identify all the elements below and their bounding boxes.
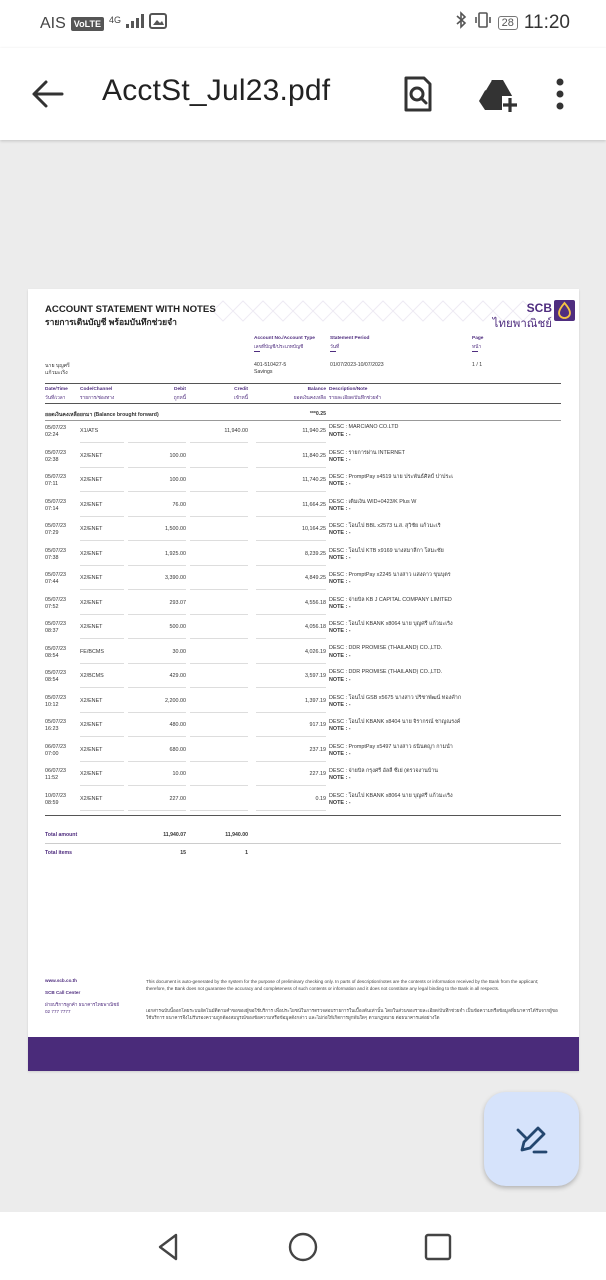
bluetooth-icon — [454, 11, 468, 34]
row-date: 05/07/23 — [45, 645, 66, 652]
row-rule — [128, 785, 186, 786]
row-description: DESC : โอนไป KBANK x8064 นาย บุญศรี แก้วมะเริง — [329, 621, 453, 627]
row-code: X2/ENET — [80, 746, 103, 753]
row-balance: 227.19 — [309, 771, 326, 777]
brought-forward-rule — [45, 420, 561, 421]
row-date: 05/07/23 — [45, 449, 66, 456]
table-header-rule — [45, 403, 561, 404]
row-note: NOTE : - — [329, 432, 351, 438]
totals-rule — [45, 815, 561, 816]
row-rule — [256, 638, 326, 639]
statement-period: 01/07/2023-10/07/2023 — [330, 362, 384, 368]
row-rule — [190, 638, 248, 639]
row-rule — [80, 785, 124, 786]
col-balance-thai: ยอดเงินคงเหลือ — [293, 396, 326, 401]
row-note: NOTE : - — [329, 652, 351, 659]
row-date: 05/07/23 — [45, 694, 66, 701]
table-row — [28, 765, 579, 789]
table-row — [28, 545, 579, 569]
row-date: 05/07/23 — [45, 474, 66, 480]
row-rule — [256, 712, 326, 713]
row-debit: 3,390.00 — [165, 575, 186, 581]
row-time: 07:44 — [45, 579, 59, 585]
row-rule — [80, 540, 124, 541]
row-description: DESC : จ่ายบิล กรุงศรี อัลลี่ ซีเย่ (ตรวจงานบ้าน — [329, 768, 438, 774]
row-rule — [256, 736, 326, 737]
row-rule — [256, 540, 326, 541]
total-items-credit: 1 — [245, 850, 248, 856]
col-credit-thai: เข้าหนี้ — [233, 396, 248, 401]
bank-website[interactable]: www.scb.co.th — [45, 978, 77, 983]
row-description: DESC : โอนไป GSB x5675 นางสาว ปริชาพัฒน์ ทองคำก — [329, 694, 462, 701]
row-rule — [256, 785, 326, 786]
account-no-label: Account No./Account Type — [254, 336, 315, 341]
label-underline — [472, 351, 478, 352]
row-balance: 8,239.25 — [305, 550, 326, 557]
scb-logo — [493, 301, 552, 333]
app-bar — [0, 48, 606, 140]
row-description: DESC : โอนไป BBL x2573 น.ส. สุวิชัย แก้วมะเริ — [329, 523, 441, 529]
row-debit: 30.00 — [172, 648, 186, 655]
row-balance: 237.19 — [309, 746, 326, 753]
row-rule — [190, 663, 248, 664]
volte-badge: VoLTE — [71, 17, 104, 31]
table-row — [28, 447, 579, 471]
row-debit: 680.00 — [169, 746, 186, 753]
disclaimer-thai: เอกสารฉบับนี้ออกโดยระบบอัตโนมัติตามคำขอของผู้ขอใช้บริการ เพื่อประโยชน์ในการตรวจสอบรายการในเบื้องต้นเท่านั้น โดยในส่วนของรายละเอียด/บันทึกช่วยจำ เป็นข้อความหรือข้อมูลที่ธนาคารได้รับจากผู้ขอใช้บริการ ธนาคารจึงไม่รับรองความถูกต้องสมบูรณ์ของข้อความหรือข้อมูลดังกล่าว และไม่ก่อให้เกิดการผูกพันใดๆ ตามกฎหมาย ต่อธนาคารแต่อย่างใด — [146, 1008, 558, 1020]
totals-divider — [45, 843, 561, 844]
row-date: 05/07/23 — [45, 621, 66, 627]
row-date: 05/07/23 — [45, 719, 66, 725]
row-description: DESC : รายการผ่าน INTERNET — [329, 449, 406, 456]
row-rule — [128, 638, 186, 639]
row-description: DESC : PromptPay x2245 นางสาว แสงดาว ขุนบุตร — [329, 572, 451, 578]
row-time: 07:11 — [45, 481, 59, 487]
row-date: 05/07/23 — [45, 425, 66, 431]
row-code: X2/ENET — [80, 575, 103, 581]
brought-forward-value: ***0.25 — [309, 411, 326, 417]
arrow-back-icon[interactable] — [28, 76, 68, 112]
row-time: 08:37 — [45, 628, 59, 634]
row-rule — [256, 663, 326, 664]
row-rule — [128, 589, 186, 590]
row-note: NOTE : - — [329, 628, 351, 634]
row-time: 02:38 — [45, 456, 59, 463]
row-date: 05/07/23 — [45, 523, 66, 529]
row-note: NOTE : - — [329, 554, 351, 561]
row-rule — [190, 614, 248, 615]
table-row — [28, 496, 579, 520]
col-debit: Debit — [174, 387, 186, 392]
table-row — [28, 790, 579, 814]
row-time: 08:59 — [45, 799, 59, 806]
row-time: 11:52 — [45, 775, 59, 781]
row-code: X2/BCMS — [80, 673, 104, 679]
row-rule — [190, 442, 248, 443]
total-debit: 11,940.07 — [163, 832, 186, 838]
customer-name-2: แก้วมะเริง — [45, 370, 68, 376]
row-debit: 500.00 — [169, 624, 186, 630]
edit-fab-button[interactable] — [484, 1092, 579, 1186]
row-rule — [80, 687, 124, 688]
table-row — [28, 741, 579, 765]
table-row — [28, 471, 579, 495]
row-rule — [80, 491, 124, 492]
table-row — [28, 594, 579, 618]
row-debit: 1,500.00 — [165, 526, 186, 532]
label-underline — [254, 351, 260, 352]
row-code: X2/ENET — [80, 722, 103, 728]
table-top-rule — [45, 383, 561, 384]
col-code: Code/Channel — [80, 387, 113, 392]
row-rule — [128, 761, 186, 762]
row-rule — [80, 736, 124, 737]
row-date: 05/07/23 — [45, 596, 66, 603]
row-balance: 11,940.25 — [302, 428, 326, 434]
customer-name: นาย บุญศรี — [45, 363, 70, 369]
row-time: 10:12 — [45, 701, 59, 708]
row-rule — [128, 712, 186, 713]
row-rule — [190, 810, 248, 811]
row-balance: 11,664.25 — [302, 501, 326, 508]
row-balance: 917.19 — [309, 722, 326, 728]
row-rule — [80, 442, 124, 443]
account-type: Savings — [254, 369, 273, 375]
table-row — [28, 667, 579, 691]
row-rule — [256, 589, 326, 590]
row-rule — [190, 516, 248, 517]
row-debit: 10.00 — [172, 771, 186, 777]
row-balance: 4,849.25 — [305, 575, 326, 581]
status-bar — [0, 0, 606, 48]
total-credit: 11,940.00 — [225, 832, 248, 838]
row-balance: 10,164.25 — [302, 526, 326, 532]
row-note: NOTE : - — [329, 750, 351, 757]
row-rule — [256, 761, 326, 762]
row-balance: 11,840.25 — [302, 452, 326, 459]
col-description: Description/Note — [329, 387, 368, 392]
row-description: DESC : จ่ายบิล KB J CAPITAL COMPANY LIMITED — [329, 596, 452, 603]
table-row — [28, 692, 579, 716]
row-description: DESC : PromptPay x5497 นางสาว ธนินตญา กามนำ — [329, 743, 453, 750]
row-date: 05/07/23 — [45, 670, 66, 676]
footer-band — [28, 1037, 579, 1071]
row-rule — [128, 565, 186, 566]
carrier-name: AIS — [40, 14, 66, 32]
col-datetime-thai: วันที่/เวลา — [45, 396, 66, 401]
row-date: 05/07/23 — [45, 572, 66, 578]
row-code: X2/ENET — [80, 526, 103, 532]
period-label-thai: วันที่ — [330, 345, 340, 350]
row-rule — [80, 663, 124, 664]
row-time: 08:54 — [45, 652, 59, 659]
col-debit-thai: ถูกหนี้ — [173, 396, 186, 401]
more-vert-icon[interactable] — [550, 74, 570, 114]
row-code: X2/ENET — [80, 550, 103, 557]
row-balance: 4,056.18 — [305, 624, 326, 630]
drive-add-icon[interactable] — [478, 74, 518, 114]
row-code: X2/ENET — [80, 501, 103, 508]
row-time: 07:00 — [45, 750, 59, 757]
row-time: 07:52 — [45, 603, 59, 610]
table-row — [28, 716, 579, 740]
table-row — [28, 422, 579, 446]
row-code: X2/ENET — [80, 624, 103, 630]
table-row — [28, 569, 579, 593]
scb-emblem-icon — [554, 300, 575, 321]
row-rule — [256, 687, 326, 688]
row-rule — [190, 736, 248, 737]
row-rule — [128, 614, 186, 615]
row-date: 05/07/23 — [45, 547, 66, 554]
row-rule — [80, 810, 124, 811]
row-note: NOTE : - — [329, 603, 351, 610]
bank-name-thai: ไทยพาณิชย์ — [492, 318, 552, 330]
row-rule — [256, 516, 326, 517]
page-number: 1 / 1 — [472, 362, 483, 368]
statement-title-thai: รายการเดินบัญชี พร้อมบันทึกช่วยจำ — [45, 317, 177, 327]
col-credit: Credit — [234, 387, 248, 392]
row-debit: 227.00 — [169, 795, 186, 802]
row-date: 06/07/23 — [45, 768, 66, 774]
row-rule — [256, 614, 326, 615]
row-code: X2/ENET — [80, 697, 103, 704]
gallery-notification-icon — [149, 12, 167, 35]
row-time: 16:23 — [45, 726, 59, 732]
pdf-page[interactable] — [28, 289, 579, 1071]
row-debit: 1,925.00 — [165, 550, 186, 557]
nav-recents-icon[interactable] — [421, 1230, 455, 1264]
row-rule — [256, 565, 326, 566]
battery-icon: 28 — [498, 16, 518, 30]
row-rule — [256, 467, 326, 468]
row-rule — [256, 810, 326, 811]
row-balance: 4,556.18 — [305, 599, 326, 606]
page-label-thai: หน้า — [472, 345, 482, 350]
row-debit: 100.00 — [169, 452, 186, 459]
table-row — [28, 618, 579, 642]
row-credit: 11,940.00 — [224, 428, 248, 434]
row-note: NOTE : - — [329, 481, 351, 487]
row-rule — [190, 467, 248, 468]
row-date: 06/07/23 — [45, 743, 66, 750]
col-datetime: Date/Time — [45, 387, 68, 392]
row-rule — [80, 761, 124, 762]
clock: 11:20 — [523, 11, 570, 33]
row-note: NOTE : - — [329, 701, 351, 708]
row-note: NOTE : - — [329, 677, 351, 683]
account-number: 401-510427-5 — [254, 362, 287, 368]
bank-name: SCB — [526, 301, 552, 315]
row-rule — [80, 638, 124, 639]
row-rule — [190, 712, 248, 713]
account-no-label-thai: เลขที่บัญชี/ประเภทบัญชี — [254, 345, 304, 350]
row-debit: 2,200.00 — [165, 697, 186, 704]
signal-icon — [126, 14, 144, 33]
row-balance: 4,026.19 — [305, 648, 326, 655]
nav-home-icon[interactable] — [286, 1230, 320, 1264]
col-balance: Balance — [307, 387, 326, 392]
row-rule — [80, 516, 124, 517]
page-label: Page — [472, 336, 484, 341]
row-time: 07:38 — [45, 554, 59, 561]
row-time: 07:14 — [45, 505, 59, 512]
row-rule — [256, 491, 326, 492]
row-rule — [256, 442, 326, 443]
row-description: DESC : DDR PROMISE (THAILAND) CO.,LTD. — [329, 669, 443, 675]
document-title: AcctSt_Jul23.pdf — [102, 74, 331, 107]
disclaimer-english: This document is auto-generated by the system for the purpose of preliminary checking only. In parts of description/notes are the contents or information received by the Bank from the applicant; therefore, the Bank does not guarantee the accuracy and completeness of such contents or information and it does not constitute any legal binding to the Bank in all respects. — [146, 979, 539, 991]
call-center-label: SCB Call Center — [45, 990, 81, 995]
col-code-thai: รายการ/ช่องทาง — [80, 396, 115, 401]
row-description: DESC : โอนไป KTB x9169 นางสมาลีกา โสมะชัย — [329, 547, 444, 554]
row-rule — [80, 614, 124, 615]
row-rule — [128, 736, 186, 737]
row-code: X2/ENET — [80, 599, 103, 606]
row-debit: 429.00 — [169, 673, 186, 679]
row-time: 07:29 — [45, 530, 59, 536]
row-rule — [80, 589, 124, 590]
nav-back-icon[interactable] — [152, 1230, 186, 1264]
row-description: DESC : PromptPay x4519 นาย ประพันธ์ศิลป์ ปาประเ — [329, 474, 454, 480]
row-debit: 293.07 — [169, 599, 186, 606]
row-rule — [128, 810, 186, 811]
row-date: 05/07/23 — [45, 498, 66, 505]
total-items-debit: 15 — [180, 850, 186, 856]
row-debit: 76.00 — [172, 501, 186, 508]
table-row — [28, 520, 579, 544]
row-time: 08:54 — [45, 677, 59, 683]
row-description: DESC : เติมเงิน WID+0423/K Plus W — [329, 498, 417, 505]
row-balance: 0.19 — [315, 795, 326, 802]
row-note: NOTE : - — [329, 579, 351, 585]
row-rule — [128, 491, 186, 492]
table-row — [28, 643, 579, 667]
row-rule — [190, 540, 248, 541]
row-balance: 3,597.19 — [305, 673, 326, 679]
navigation-bar — [0, 1212, 606, 1280]
row-date: 10/07/23 — [45, 792, 66, 799]
row-rule — [190, 785, 248, 786]
row-rule — [128, 467, 186, 468]
row-code: X1/ATS — [80, 428, 99, 434]
period-label: Statement Period — [330, 336, 370, 341]
row-rule — [80, 712, 124, 713]
row-rule — [190, 565, 248, 566]
row-description: DESC : โอนไป KBANK x8404 นาย จิรากรณ์ ชาญณรงค์ — [329, 719, 461, 725]
row-description: DESC : โอนไป KBANK x8064 นาย บุญศรี แก้วมะเริง — [329, 792, 453, 799]
row-rule — [128, 442, 186, 443]
row-rule — [128, 540, 186, 541]
row-note: NOTE : - — [329, 775, 351, 781]
row-rule — [190, 761, 248, 762]
row-rule — [190, 589, 248, 590]
row-note: NOTE : - — [329, 726, 351, 732]
row-code: FE/BCMS — [80, 648, 104, 655]
call-center-label-thai: ฝ่ายบริการลูกค้า ธนาคารไทยพาณิชย์ — [45, 1002, 120, 1007]
row-note: NOTE : - — [329, 456, 351, 463]
row-note: NOTE : - — [329, 799, 351, 806]
row-rule — [128, 687, 186, 688]
edit-pen-icon — [514, 1122, 550, 1158]
row-description: DESC : MARCIANO CO.LTD — [329, 424, 399, 430]
row-code: X2/ENET — [80, 452, 103, 459]
search-document-icon[interactable] — [398, 74, 438, 114]
row-time: 02:24 — [45, 432, 59, 438]
row-rule — [128, 516, 186, 517]
call-center-phone: 02 777 7777 — [45, 1009, 71, 1014]
row-description: DESC : DDR PROMISE (THAILAND) CO.,LTD. — [329, 644, 443, 651]
vibrate-icon — [474, 11, 492, 34]
row-debit: 100.00 — [169, 477, 186, 483]
total-items-label: Total items — [45, 850, 72, 856]
row-debit: 480.00 — [169, 722, 186, 728]
row-rule — [190, 491, 248, 492]
row-rule — [80, 565, 124, 566]
label-underline — [330, 351, 336, 352]
row-rule — [80, 467, 124, 468]
row-code: X2/ENET — [80, 477, 103, 483]
row-code: X2/ENET — [80, 795, 103, 802]
row-rule — [190, 687, 248, 688]
row-code: X2/ENET — [80, 771, 103, 777]
brought-forward-label: ยอดเงินคงเหลือยกมา (Balance brought forward) — [45, 412, 159, 418]
network-type: 4G — [108, 14, 121, 25]
col-description-thai: รายละเอียด/บันทึกช่วยจำ — [329, 396, 382, 401]
row-note: NOTE : - — [329, 505, 351, 512]
row-balance: 11,740.25 — [302, 477, 326, 483]
statement-title: ACCOUNT STATEMENT WITH NOTES — [45, 304, 216, 315]
row-rule — [128, 663, 186, 664]
row-balance: 1,397.19 — [305, 697, 326, 704]
row-note: NOTE : - — [329, 530, 351, 536]
total-amount-label: Total amount — [45, 832, 78, 838]
